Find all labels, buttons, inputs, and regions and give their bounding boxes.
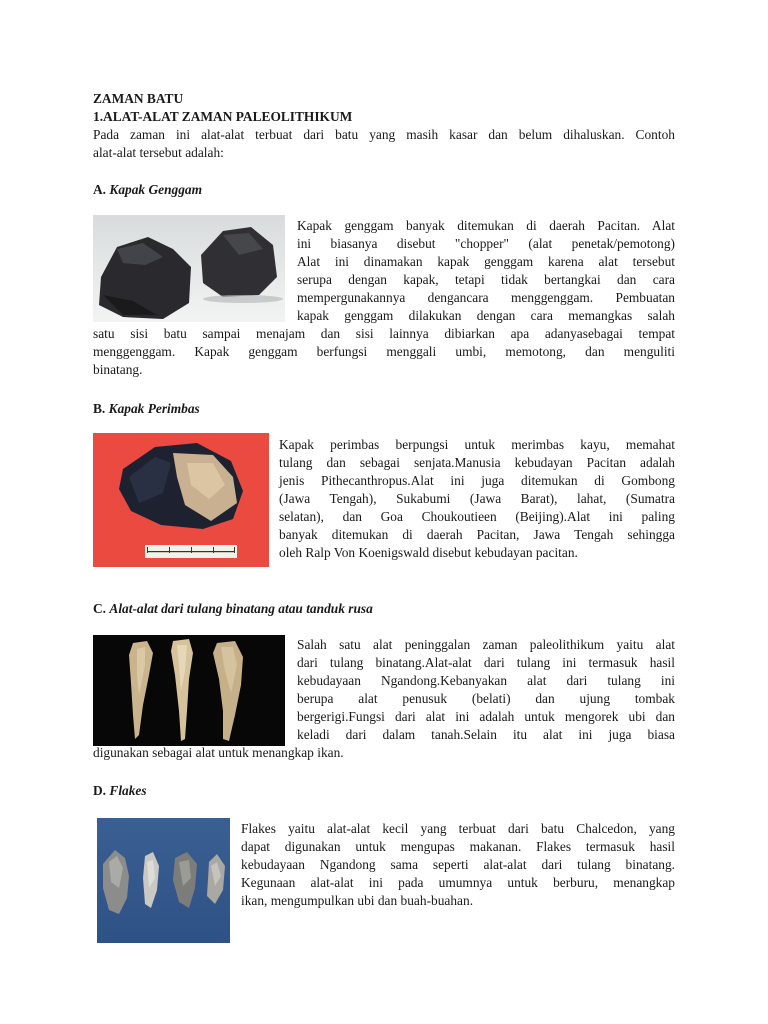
section-b-line-3: jenis Pithecanthropus.Alat ini juga ditemukan di Gombong [279, 473, 675, 488]
bone-tools-photo [93, 635, 285, 746]
flakes-photo [97, 818, 230, 943]
section-b-heading [93, 400, 200, 418]
section-b-line-7: oleh Ralp Von Koenigswald disebut kebudayan pacitan. [279, 545, 578, 560]
section-a-line-8: menggenggam. Kapak genggam berfungsi menggali umbi, memotong, dan menguliti [93, 344, 675, 359]
kapak-perimbas-photo [93, 433, 269, 567]
section-d-line-1: Flakes yaitu alat-alat kecil yang terbuat dari batu Chalcedon, yang [241, 821, 675, 836]
section-c-letter: C. [93, 601, 107, 616]
section-d-line-2: dapat digunakan untuk mengupas makanan. Flakes termasuk hasil [241, 839, 675, 854]
section-a-title: Kapak Genggam [109, 182, 203, 197]
section-b-title: Kapak Perimbas [108, 401, 200, 416]
section-d-line-4: Kegunaan alat-alat ini pada umumnya untuk berburu, menangkap [241, 875, 675, 890]
section-a-line-6: kapak genggam dilakukan dengan cara memangkas salah [297, 308, 675, 323]
kapak-genggam-photo [93, 215, 285, 322]
section-c-line-7: digunakan sebagai alat untuk menangkap ikan. [93, 745, 344, 760]
section-d-line-3: kebudayaan Ngandong sama seperti alat-alat dari tulang binatang. [241, 857, 675, 872]
intro-line-2: alat-alat tersebut adalah: [93, 145, 224, 160]
document-title: ZAMAN BATU [93, 91, 184, 106]
section-b-line-1: Kapak perimbas berpungsi untuk merimbas kayu, memahat [279, 437, 675, 452]
section-a-line-9: binatang. [93, 362, 143, 377]
chapter-heading: 1.ALAT-ALAT ZAMAN PALEOLITHIKUM [93, 109, 353, 124]
section-c-line-1: Salah satu alat peninggalan zaman paleolithikum yaitu alat [297, 637, 675, 652]
section-b-line-2: tulang dan sebagai senjata.Manusia kebudayan Pacitan adalah [279, 455, 675, 470]
section-c-line-3: kebudayaan Ngandong.Kebanyakan alat dari tulang ini [297, 673, 675, 688]
section-a-line-1: Kapak genggam banyak ditemukan di daerah Pacitan. Alat [297, 218, 675, 233]
section-c-heading [93, 600, 373, 618]
section-b-line-5: selatan), dan Goa Choukoutieen (Beijing).Alat ini paling [279, 509, 675, 524]
section-d-line-5: ikan, mengumpulkan ubi dan buah-buahan. [241, 893, 474, 908]
section-b-line-6: banyak ditemukan di daerah Pacitan, Jawa Tengah sehingga [279, 527, 675, 542]
section-a-line-4: serupa dengan kapak, tetapi tidak bertangkai dan cara [297, 272, 675, 287]
section-c-line-4: berupa alat penusuk (belati) dan ujung tombak [297, 691, 675, 706]
section-c-line-5: bergerigi.Fungsi dari alat ini adalah untuk mengorek ubi dan [297, 709, 675, 724]
section-a-heading [93, 181, 202, 199]
section-b-letter: B. [93, 401, 106, 416]
section-a-letter: A. [93, 182, 107, 197]
section-a-line-2: ini biasanya disebut "chopper" (alat penetak/pemotong) [297, 236, 675, 251]
section-a-line-3: Alat ini dinamakan kapak genggam karena alat tersebut [297, 254, 675, 269]
section-a-line-5: mempergunakannya dengancara menggenggam. Pembuatan [297, 290, 675, 305]
intro-line-1: Pada zaman ini alat-alat terbuat dari batu yang masih kasar dan belum dihaluskan. Contoh [93, 127, 675, 142]
section-d-letter: D. [93, 783, 107, 798]
section-c-line-2: dari tulang binatang.Alat-alat dari tulang ini termasuk hasil [297, 655, 675, 670]
section-c-title: Alat-alat dari tulang binatang atau tanduk rusa [109, 601, 373, 616]
section-a-line-7: satu sisi batu sampai menajam dan sisi lainnya dibiarkan apa adanyasebagai tempat [93, 326, 675, 341]
section-d-heading [93, 782, 147, 800]
section-c-line-6: keladi dari dalam tanah.Selain itu alat ini juga biasa [297, 727, 675, 742]
section-d-title: Flakes [109, 783, 147, 798]
section-b-line-4: (Jawa Tengah), Sukabumi (Jawa Barat), lahat, (Sumatra [279, 491, 675, 506]
